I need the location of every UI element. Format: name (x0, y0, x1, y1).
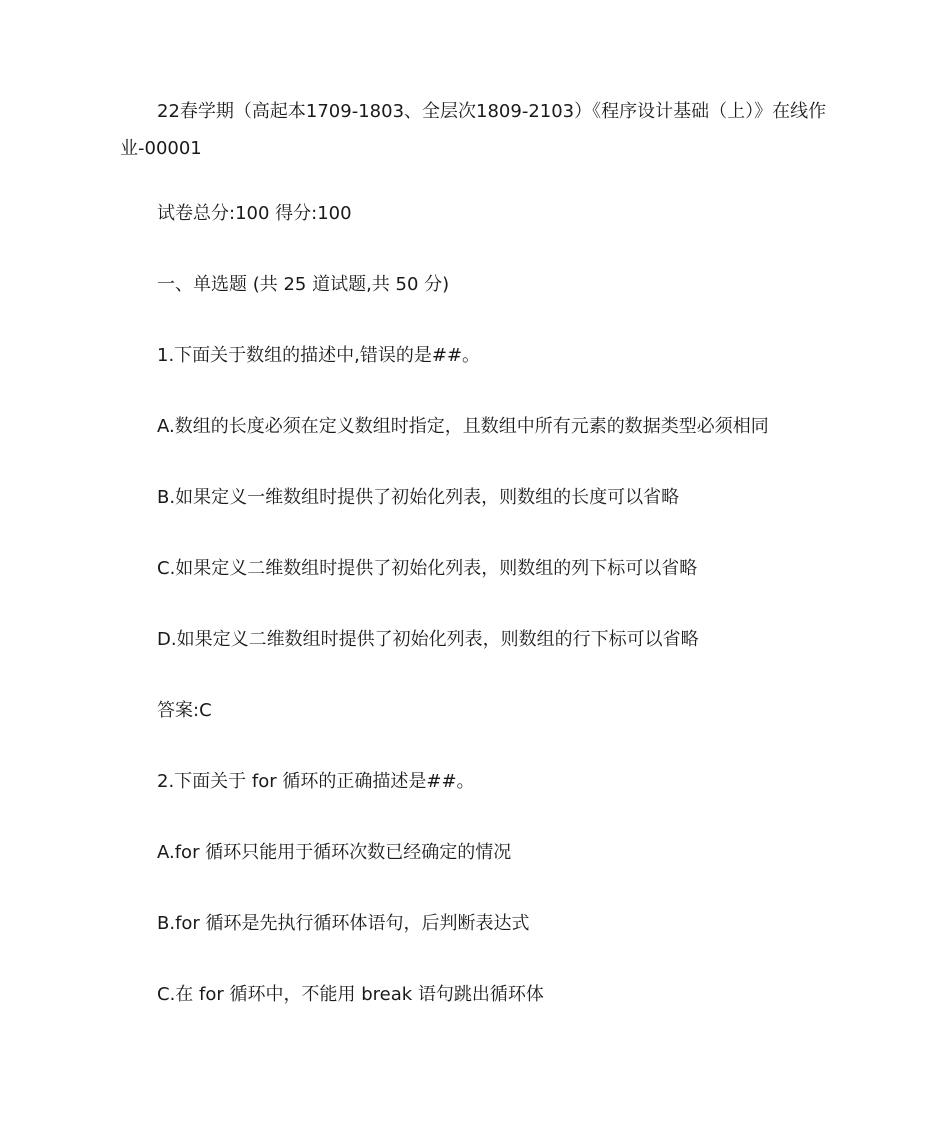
question-1-option-a: A.数组的长度必须在定义数组时指定，且数组中所有元素的数据类型必须相同 (157, 416, 769, 437)
score-line: 试卷总分:100 得分:100 (157, 203, 352, 224)
question-2-option-b: B.for 循环是先执行循环体语句，后判断表达式 (157, 913, 530, 934)
question-1-answer: 答案:C (157, 700, 212, 721)
question-2-option-c: C.在 for 循环中，不能用 break 语句跳出循环体 (157, 984, 544, 1005)
question-1-option-d: D.如果定义二维数组时提供了初始化列表，则数组的行下标可以省略 (157, 629, 699, 650)
question-2-option-a: A.for 循环只能用于循环次数已经确定的情况 (157, 842, 512, 863)
section-heading: 一、单选题 (共 25 道试题,共 50 分) (157, 274, 450, 295)
question-1-option-b: B.如果定义一维数组时提供了初始化列表，则数组的长度可以省略 (157, 487, 680, 508)
document-title: 22春学期（高起本1709-1803、全层次1809-2103）《程序设计基础（上）》在线作业-00001 (120, 101, 827, 159)
question-1-option-c: C.如果定义二维数组时提供了初始化列表，则数组的列下标可以省略 (157, 558, 698, 579)
question-2-stem: 2.下面关于 for 循环的正确描述是##。 (157, 771, 475, 792)
question-1-stem: 1.下面关于数组的描述中,错误的是##。 (157, 345, 481, 366)
